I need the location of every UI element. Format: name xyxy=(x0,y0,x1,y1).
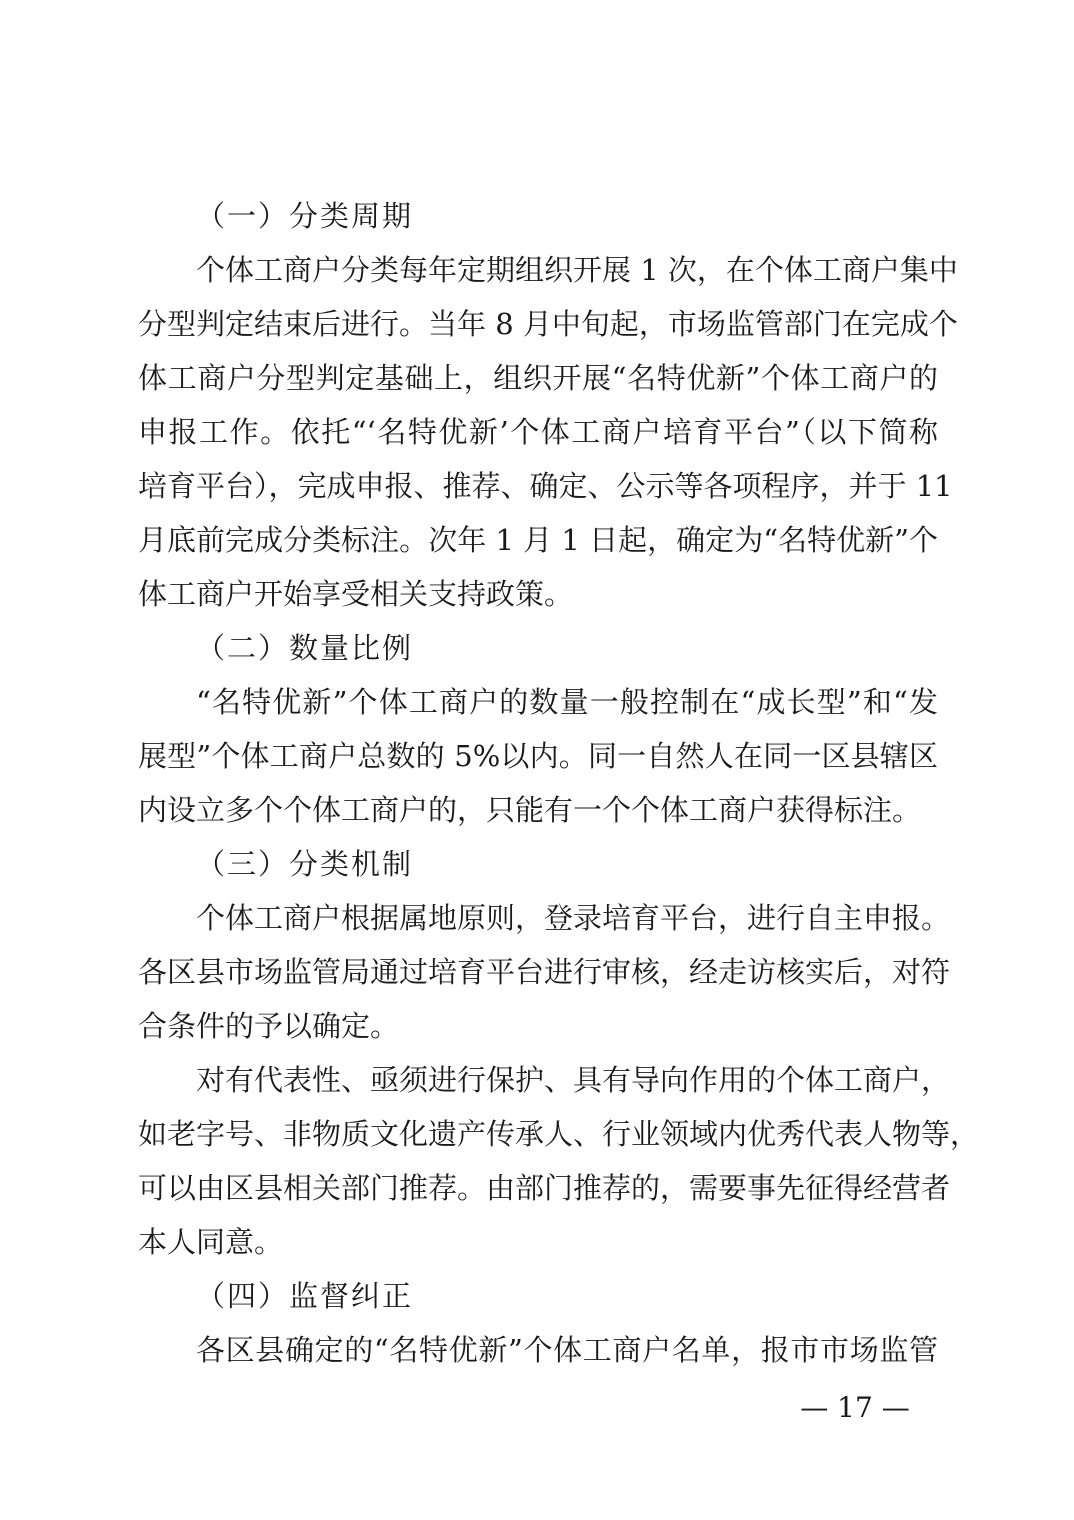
section-heading-4: （四）监督纠正 xyxy=(196,1279,414,1313)
paragraph-line: 个体工商户分类每年定期组织开展 1 次，在个体工商户集中 xyxy=(196,253,958,287)
paragraph-line: 合条件的予以确定。 xyxy=(138,1009,400,1043)
paragraph-line: 可以由区县相关部门推荐。由部门推荐的，需要事先征得经营者 xyxy=(138,1171,951,1205)
paragraph-line: 体工商户开始享受相关支持政策。 xyxy=(138,577,574,611)
section-heading-3: （三）分类机制 xyxy=(196,847,414,881)
paragraph-line: 本人同意。 xyxy=(138,1225,284,1259)
paragraph-line: 各区县确定的“名特优新”个体工商户名单，报市市场监管 xyxy=(196,1333,938,1367)
paragraph-line: 展型”个体工商户总数的 5%以内。同一自然人在同一区县辖区 xyxy=(138,739,938,773)
paragraph-line: 体工商户分型判定基础上，组织开展“名特优新”个体工商户的 xyxy=(138,361,938,395)
paragraph-line: 个体工商户根据属地原则，登录培育平台，进行自主申报。 xyxy=(196,901,951,935)
paragraph-line: 申报工作。依托“‘名特优新’个体工商户培育平台”（以下简称 xyxy=(138,415,938,449)
section-heading-1: （一）分类周期 xyxy=(196,199,414,233)
paragraph-line: “名特优新”个体工商户的数量一般控制在“成长型”和“发 xyxy=(196,685,938,719)
section-heading-2: （二）数量比例 xyxy=(196,631,414,665)
paragraph-line: 各区县市场监管局通过培育平台进行审核，经走访核实后，对符 xyxy=(138,955,951,989)
paragraph-line: 对有代表性、亟须进行保护、具有导向作用的个体工商户， xyxy=(196,1063,951,1097)
paragraph-line: 如老字号、非物质文化遗产传承人、行业领域内优秀代表人物等， xyxy=(138,1117,980,1151)
paragraph-line: 培育平台），完成申报、推荐、确定、公示等各项程序，并于 11 xyxy=(138,469,953,503)
paragraph-line: 内设立多个个体工商户的，只能有一个个体工商户获得标注。 xyxy=(138,793,922,827)
paragraph-line: 分型判定结束后进行。当年 8 月中旬起，市场监管部门在完成个 xyxy=(138,307,958,341)
paragraph-line: 月底前完成分类标注。次年 1 月 1 日起，确定为“名特优新”个 xyxy=(138,523,938,557)
page-number: — 17 — xyxy=(800,1391,910,1424)
